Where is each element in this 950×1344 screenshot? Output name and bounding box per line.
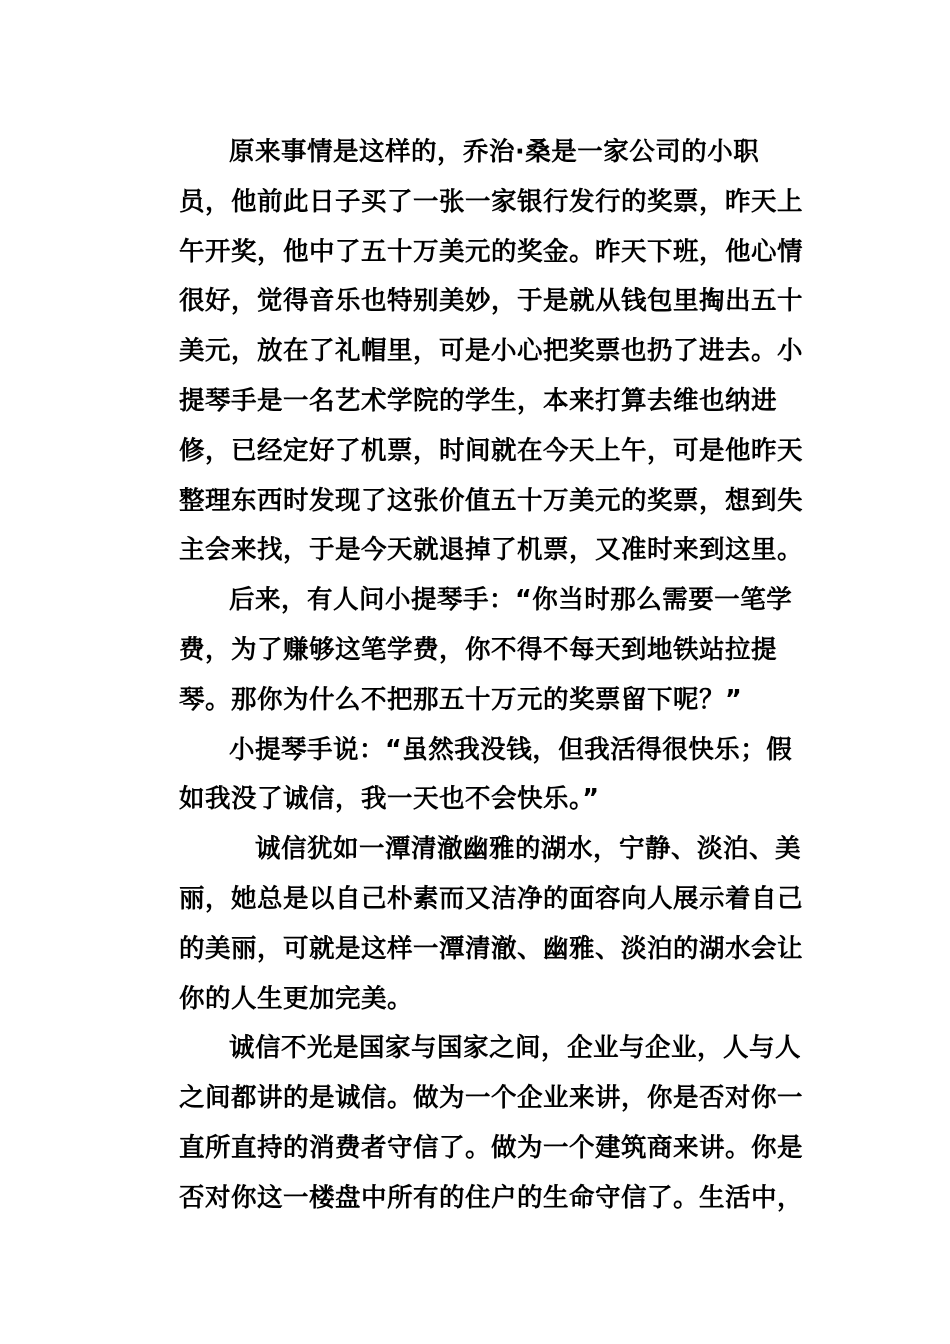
text-line: 整理东西时发现了这张价值五十万美元的奖票，想到失 [179,485,804,516]
text-line: 直所直持的消费者守信了。做为一个建筑商来讲。你是 [179,1132,804,1163]
text-line: 的美丽，可就是这样一潭清澈、幽雅、淡泊的湖水会让 [179,933,804,964]
text-line: 否对你这一楼盘中所有的住户的生命守信了。生活中， [179,1182,804,1213]
text-line: 原来事情是这样的，乔治·桑是一家公司的小职 [229,137,760,167]
text-line: 主会来找，于是今天就退掉了机票，又准时来到这里。 [179,535,804,566]
text-line: 很好，觉得音乐也特别美妙，于是就从钱包里掏出五十 [179,286,804,317]
text-line: 美元，放在了礼帽里，可是小心把奖票也扔了进去。小 [179,336,804,367]
document-body [179,128,809,1224]
text-line: 之间都讲的是诚信。做为一个企业来讲，你是否对你一 [179,1083,804,1114]
text-line: 丽，她总是以自己朴素而又洁净的面容向人展示着自己 [179,883,804,914]
text-line: 诚信犹如一潭清澈幽雅的湖水，宁静、淡泊、美 [255,834,802,865]
text-line: 如我没了诚信，我一天也不会快乐。” [179,784,600,815]
text-line: 提琴手是一名艺术学院的学生，本来打算去维也纳进 [179,385,778,416]
text-line: 员，他前此日子买了一张一家银行发行的奖票，昨天上 [179,186,804,217]
text-line: 修，已经定好了机票，时间就在今天上午，可是他昨天 [179,435,804,466]
text-line: 小提琴手说：“虽然我没钱，但我活得很快乐；假 [229,734,793,765]
text-line: 后来，有人问小提琴手：“你当时那么需要一笔学 [229,585,793,616]
text-line: 午开奖，他中了五十万美元的奖金。昨天下班，他心情 [179,236,804,267]
text-line: 诚信不光是国家与国家之间，企业与企业，人与人 [229,1033,802,1064]
text-line: 你的人生更加完美。 [179,983,414,1014]
text-line: 费，为了赚够这笔学费，你不得不每天到地铁站拉提 [179,634,778,665]
text-line: 琴。那你为什么不把那五十万元的奖票留下呢？” [179,684,743,715]
